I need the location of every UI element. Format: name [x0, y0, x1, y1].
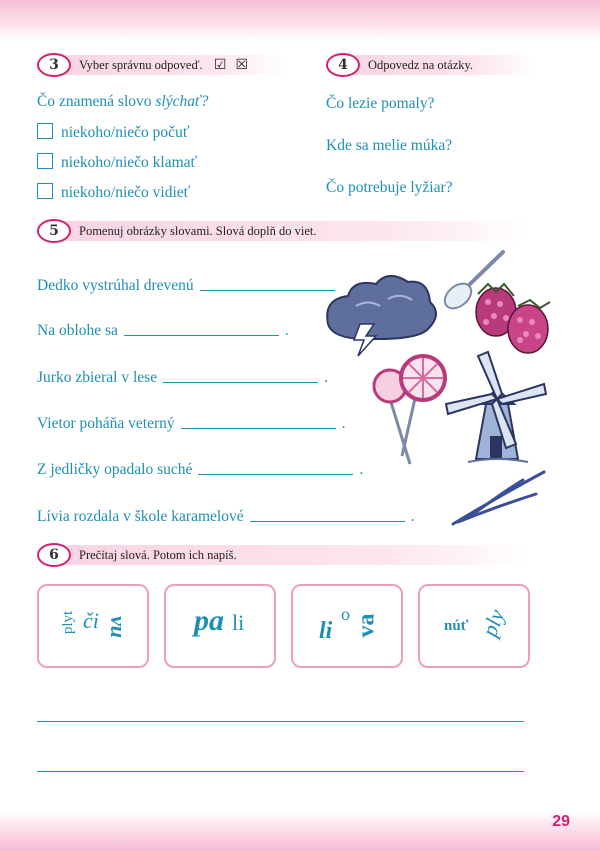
storm-cloud-icon	[327, 276, 436, 356]
syllable-box-1	[37, 584, 149, 668]
sentence-4: Vietor poháňa veterný .	[37, 415, 346, 432]
section-4-header	[326, 53, 536, 77]
windmill-icon	[446, 352, 546, 462]
sentence-2: Na oblohe sa .	[37, 322, 289, 339]
answer-line-2[interactable]	[124, 334, 279, 336]
section-6-title: Prečítaj slová. Potom ich napíš.	[79, 547, 237, 562]
syllable-box-3	[291, 584, 403, 668]
answer-line-3[interactable]	[163, 381, 318, 383]
sentence-5: Z jedličky opadalo suché .	[37, 461, 364, 478]
checkbox-crossed-icon: ☒	[235, 57, 249, 73]
syllable: vu	[106, 616, 131, 638]
raspberry-icon	[476, 284, 550, 353]
syllable: li	[319, 618, 333, 644]
top-band	[0, 0, 600, 40]
question-3: Čo potrebuje lyžiar?	[326, 179, 453, 196]
option-2[interactable]: niekoho/niečo klamať	[37, 153, 197, 172]
section-5-number: 5	[37, 219, 71, 243]
answer-line-4[interactable]	[181, 427, 336, 429]
question-1: Čo lezie pomaly?	[326, 95, 435, 112]
section-5-title: Pomenuj obrázky slovami. Slová doplň do viet.	[79, 223, 317, 238]
sentence-1: Dedko vystrúhal drevenú	[37, 277, 335, 295]
writing-line-1[interactable]	[37, 721, 524, 722]
section-6-number: 6	[37, 543, 71, 567]
syllable: pa	[194, 604, 224, 637]
syllable-box-2	[164, 584, 276, 668]
pine-needles-icon	[453, 472, 544, 524]
syllable: či	[83, 608, 99, 633]
section-3-number: 3	[37, 53, 71, 77]
checkbox-checked-icon: ☑	[213, 57, 227, 73]
section-5-header	[37, 219, 532, 243]
checkbox-2[interactable]	[37, 153, 53, 169]
answer-line-1[interactable]	[200, 289, 335, 291]
option-1[interactable]: niekoho/niečo počuť	[37, 123, 189, 142]
syllable-box-4	[418, 584, 530, 668]
section-4-title: Odpovedz na otázky.	[368, 57, 474, 72]
syllable: va	[353, 613, 380, 638]
syllable: plyt	[60, 610, 77, 635]
illustrations	[318, 244, 558, 534]
section-3-header	[37, 53, 297, 77]
question-2: Kde sa melie múka?	[326, 137, 453, 154]
section-3-title: Vyber správnu odpoveď. ☑ ☒	[79, 57, 249, 73]
bottom-band	[0, 811, 600, 851]
checkbox-1[interactable]	[37, 123, 53, 139]
writing-line-2[interactable]	[37, 771, 524, 772]
syllable: núť	[444, 618, 469, 634]
sentence-3: Jurko zbieral v lese .	[37, 369, 328, 386]
option-3[interactable]: niekoho/niečo vidieť	[37, 183, 190, 202]
section-3-question: Čo znamená slovo slýchať?	[37, 93, 209, 110]
sentence-6: Lívia rozdala v škole karamelové .	[37, 508, 415, 525]
section-4-number: 4	[326, 53, 360, 77]
syllable: ply	[476, 605, 510, 640]
checkbox-3[interactable]	[37, 183, 53, 199]
page-number: 29	[552, 813, 570, 830]
section-6-header	[37, 543, 532, 567]
lollipop-icon	[374, 356, 445, 464]
syllable: li	[232, 610, 245, 635]
syllable: o	[341, 604, 350, 624]
